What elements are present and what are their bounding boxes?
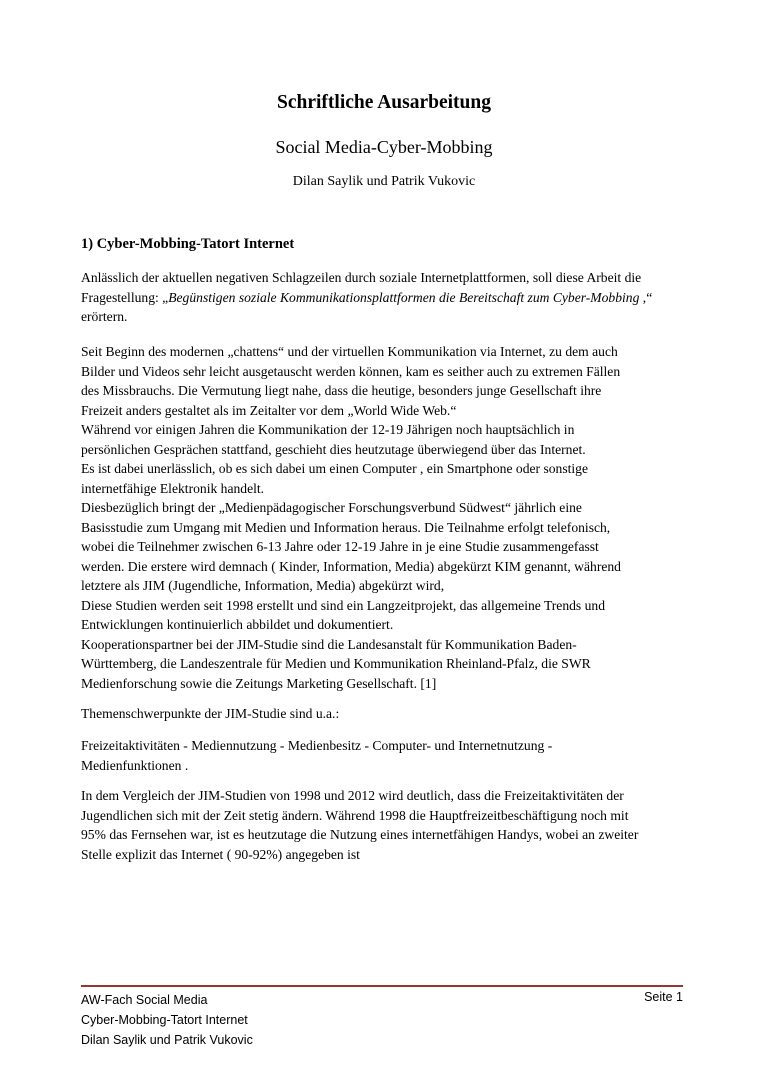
document-title: Schriftliche Ausarbeitung [277, 92, 491, 113]
paragraph-line: Jugendlichen sich mit der Zeit stetig ändern. Während 1998 die Hauptfreizeitbeschäftigung noch mit [81, 807, 629, 823]
topics-intro: Themenschwerpunkte der JIM-Studie sind u.a.: [81, 706, 340, 721]
paragraph-line: Während vor einigen Jahren die Kommunikation der 12-19 Jährigen noch hauptsächlich in [81, 422, 575, 437]
paragraph-line: des Missbrauchs. Die Vermutung liegt nahe, dass die heutige, besonders junge Gesellschaft ihre [81, 383, 602, 398]
topics-list [81, 736, 683, 775]
intro-paragraph [81, 268, 683, 327]
paragraph-line: Medienforschung sowie die Zeitungs Marketing Gesellschaft. [1] [81, 675, 437, 691]
footer-topic: Cyber-Mobbing-Tatort Internet [81, 1013, 248, 1027]
paragraph-line: Basisstudie zum Umgang mit Medien und Information heraus. Die Teilnahme erfolgt telefonisch, [81, 519, 611, 535]
section-heading: 1) Cyber-Mobbing-Tatort Internet [81, 236, 295, 252]
paragraph-line: Medienfunktionen . [81, 757, 189, 773]
paragraph-line: werden. Die erstere wird demnach ( Kinder, Information, Media) abgekürzt KIM genannt, während [81, 558, 621, 574]
paragraph-line: Stelle explizit das Internet ( 90-92%) angegeben ist [81, 846, 360, 862]
footer-rule [81, 985, 683, 987]
paragraph-line: 95% das Fernsehen war, ist es heutzutage die Nutzung eines internetfähigen Handys, wobei an zweiter [81, 827, 639, 842]
paragraph-line: Es ist dabei unerlässlich, ob es sich dabei um einen Computer , ein Smartphone oder sonstige [81, 461, 589, 476]
paragraph-line: letztere als JIM (Jugendliche, Information, Media) abgekürzt wird, [81, 578, 445, 593]
paragraph-line: In dem Vergleich der JIM-Studien von 1998 und 2012 wird deutlich, dass die Freizeitaktivitäten der [81, 788, 624, 803]
paragraph-line: Kooperationspartner bei der JIM-Studie sind die Landesanstalt für Kommunikation Baden- [81, 636, 577, 652]
footer-course: AW-Fach Social Media [81, 993, 208, 1007]
document-subtitle: Social Media-Cyber-Mobbing [275, 137, 493, 157]
paragraph-line: Entwicklungen kontinuierlich abbildet und dokumentiert. [81, 617, 394, 632]
paragraph-line: Bilder und Videos sehr leicht ausgetauscht werden können, kam es seither auch zu extremen Fällen [81, 363, 621, 379]
footer-block [81, 990, 683, 1050]
intro-question: Begünstigen soziale Kommunikationsplattformen die Bereitschaft zum Cyber-Mobbing [168, 289, 640, 305]
paragraph-line: Württemberg, die Landeszentrale für Medien und Kommunikation Rheinland-Pfalz, die SWR [81, 656, 591, 671]
paragraph-line: Freizeit anders gestaltet als im Zeitalter vor dem „World Wide Web.“ [81, 402, 457, 418]
intro-lead: Anlässlich der aktuellen negativen Schlagzeilen durch soziale Internetplattformen, soll diese Arbeit die Fragestellung: „ [81, 270, 642, 305]
document-authors: Dilan Saylik und Patrik Vukovic [292, 174, 476, 189]
paragraph-line: Diese Studien werden seit 1998 erstellt und sind ein Langzeitprojekt, das allgemeine Trends und [81, 597, 606, 613]
page-number: Seite 1 [644, 990, 683, 1004]
paragraph-line: Freizeitaktivitäten - Mediennutzung - Medienbesitz - Computer- und Internetnutzung - [81, 738, 553, 753]
paragraph-line: wobei die Teilnehmer zwischen 6-13 Jahre oder 12-19 Jahre in je eine Studie zusammengefasst [81, 539, 599, 554]
paragraph-line: Diesbezüglich bringt der „Medienpädagogischer Forschungsverbund Südwest“ jährlich eine [81, 500, 582, 515]
paragraph-line: Seit Beginn des modernen „chattens“ und der virtuellen Kommunikation via Internet, zu dem auch [81, 344, 618, 359]
comparison-paragraph [81, 786, 683, 864]
intro-tail: ,“ erörtern. [81, 289, 653, 324]
paragraph-line: internetfähige Elektronik handelt. [81, 480, 265, 496]
paragraph-line: persönlichen Gesprächen stattfand, geschieht dies heutzutage überwiegend über das Internet. [81, 441, 586, 457]
main-paragraph [81, 342, 683, 693]
footer-authors: Dilan Saylik und Patrik Vukovic [81, 1033, 253, 1047]
